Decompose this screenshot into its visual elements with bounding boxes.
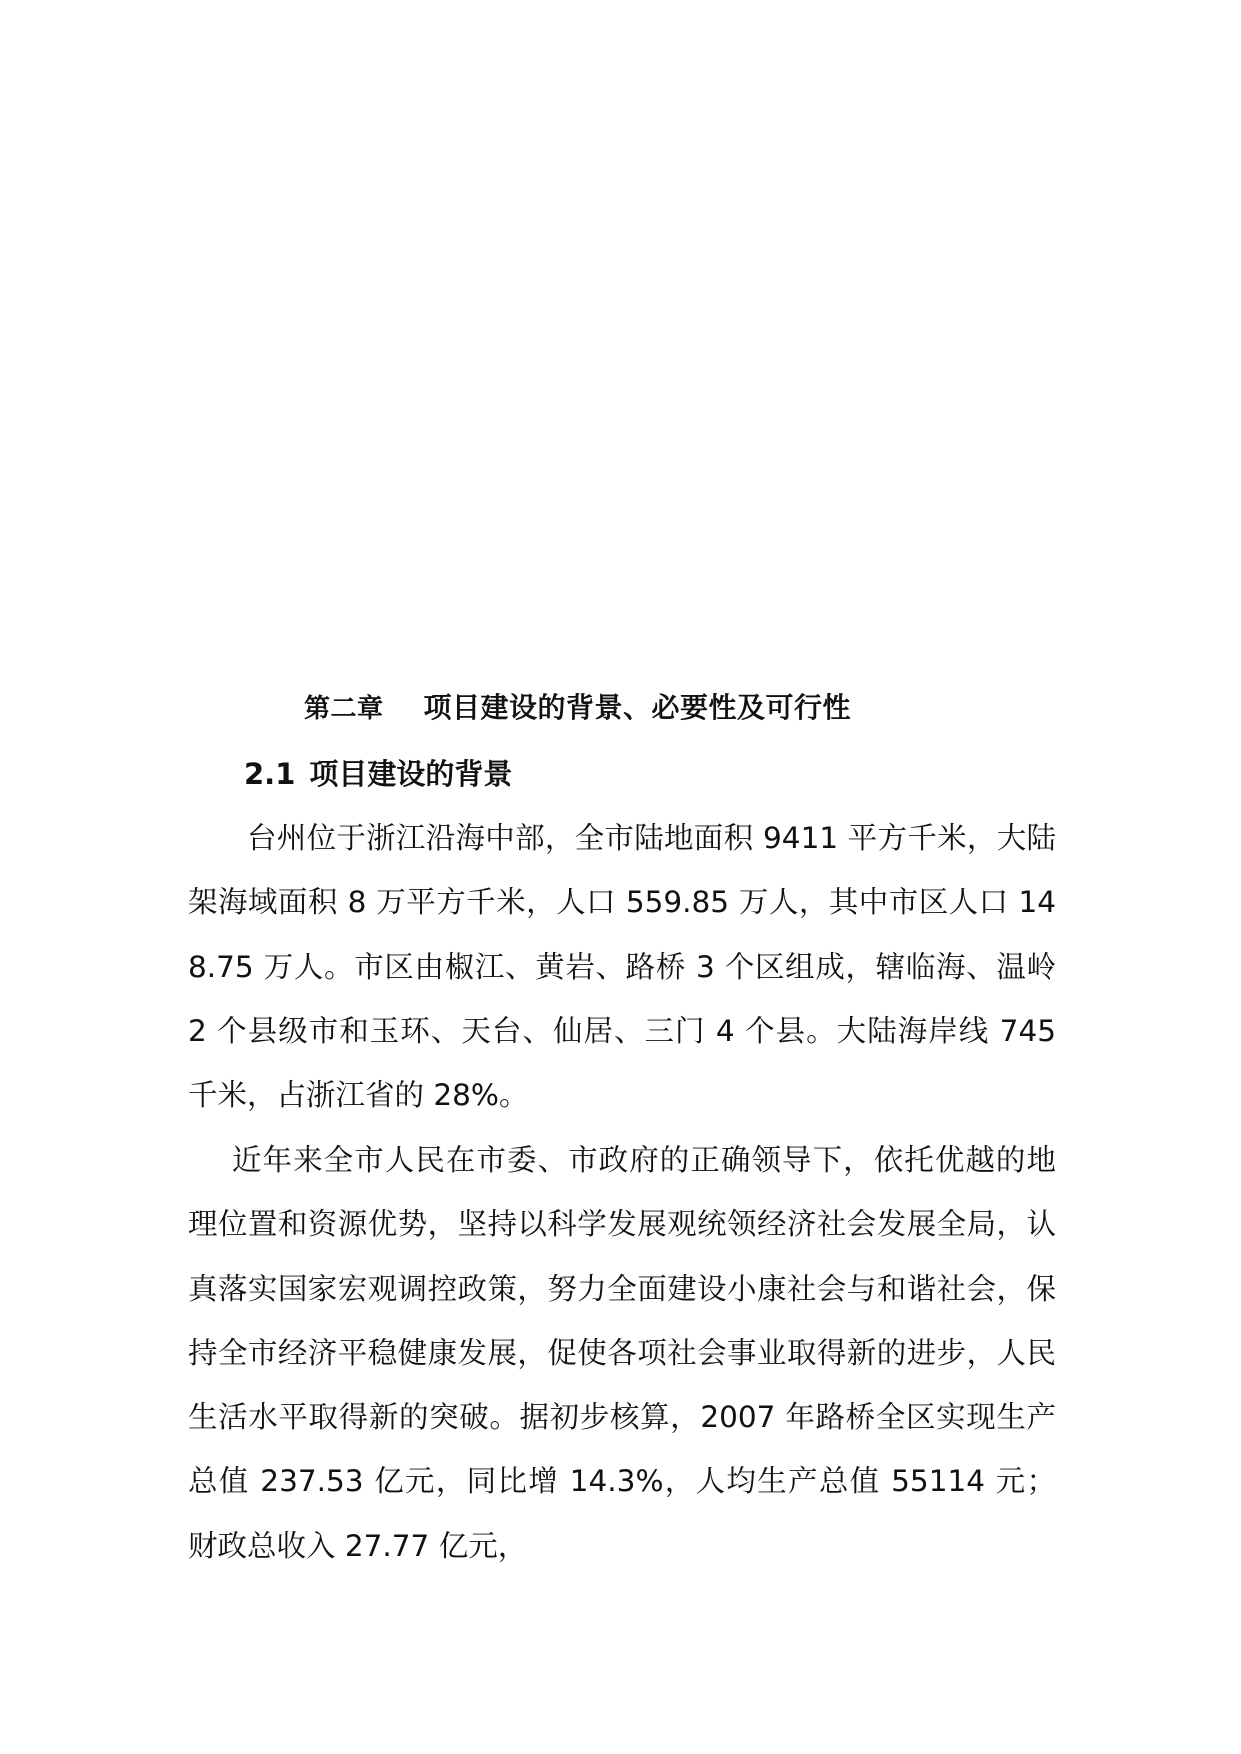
- paragraph-2: 近年来全市人民在市委、市政府的正确领导下，依托优越的地理位置和资源优势，坚持以科学发展观统领经济社会发展全局，认真落实国家宏观调控政策，努力全面建设小康社会与和谐社会，保持全市经济平稳健康发展，促使各项社会事业取得新的进步，人民生活水平取得新的突破。据初步核算，2007 年路桥全区实现生产总值 237.53 亿元，同比增 14.3%，人均生产总值 55114 元；财政总收入 27.77 亿元，: [188, 1143, 1056, 1563]
- section-number: 2.1: [244, 757, 296, 791]
- paragraph-1: 台州位于浙江沿海中部，全市陆地面积 9411 平方千米，大陆架海域面积 8 万平方千米，人口 559.85 万人，其中市区人口 148.75 万人。市区由椒江、黄岩、路桥 3 个区组成，辖临海、温岭 2 个县级市和玉环、天台、仙居、三门 4 个县。大陆海岸线 745 千米，占浙江省的 28%。: [188, 821, 1056, 1113]
- section-heading: [244, 752, 512, 793]
- chapter-heading: [304, 686, 851, 726]
- section-title-text: 项目建设的背景: [309, 757, 513, 791]
- chapter-title-text: 项目建设的背景、必要性及可行性: [423, 691, 852, 724]
- chapter-number: 第二章: [304, 694, 384, 724]
